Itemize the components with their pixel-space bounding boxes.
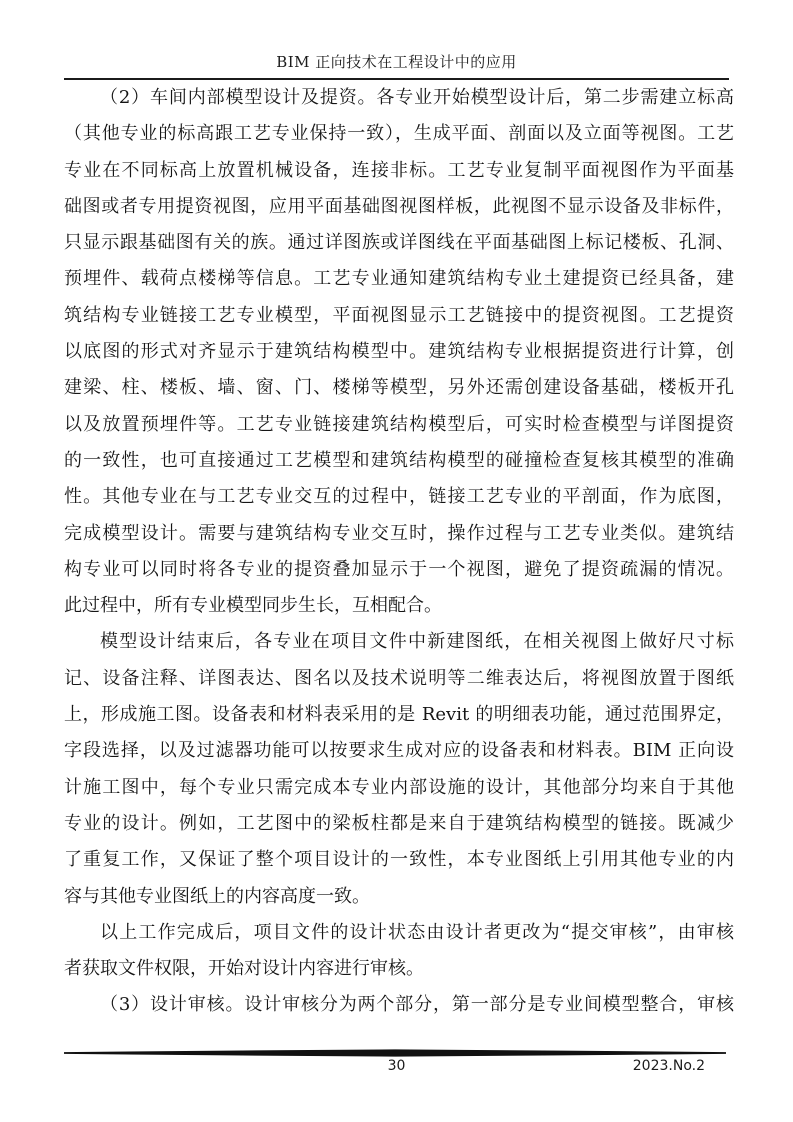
text-line: 模型设计结束后，各专业在项目文件中新建图纸，在相关视图上做好尺寸标: [100, 631, 734, 653]
text-line: （2）车间内部模型设计及提资。各专业开始模型设计后，第二步需建立标高: [100, 87, 734, 108]
text-line: （其他专业的标高跟工艺专业保持一致），生成平面、剖面以及立面等视图。工艺: [64, 123, 734, 145]
body-text: [64, 80, 734, 1024]
text-line: 只显示跟基础图有关的族。通过详图族或详图线在平面基础图上标记楼板、孔洞、: [64, 232, 734, 254]
text-line: 性。其他专业在与工艺专业交互的过程中，链接工艺专业的平剖面，作为底图，: [64, 486, 734, 508]
text-line: 记、设备注释、详图表达、图名以及技术说明等二维表达后，将视图放置于图纸: [64, 667, 734, 689]
text-line: 专业在不同标高上放置机械设备，连接非标。工艺专业复制平面视图作为平面基: [64, 159, 734, 181]
text-line: 构专业可以同时将各专业的提资叠加显示于一个视图，避免了提资疏漏的情况。: [64, 558, 734, 580]
text-line: 的一致性，也可直接通过工艺模型和建筑结构模型的碰撞检查复核其模型的准确: [64, 449, 734, 471]
text-line: 础图或者专用提资视图，应用平面基础图视图样板，此视图不显示设备及非标件，: [64, 195, 734, 217]
text-line: 上，形成施工图。设备表和材料表采用的是 Revit 的明细表功能，通过范围界定，: [64, 704, 734, 726]
text-line: 容与其他专业图纸上的内容高度一致。: [64, 885, 370, 907]
issue-number: 2023.No.2: [632, 1058, 705, 1074]
text-line: 以底图的形式对齐显示于建筑结构模型中。建筑结构专业根据提资进行计算，创: [64, 341, 734, 363]
text-line: 以上工作完成后，项目文件的设计状态由设计者更改为“提交审核”，由审核: [100, 921, 734, 943]
text-line: 了重复工作，又保证了整个项目设计的一致性，本专业图纸上引用其他专业的内: [64, 849, 734, 871]
text-line: 字段选择，以及过滤器功能可以按要求生成对应的设备表和材料表。BIM 正向设: [64, 740, 734, 762]
text-line: 预埋件、载荷点楼梯等信息。工艺专业通知建筑结构专业土建提资已经具备，建: [64, 268, 734, 290]
text-line: 筑结构专业链接工艺专业模型，平面视图显示工艺链接中的提资视图。工艺提资: [64, 304, 734, 326]
text-line: （3）设计审核。设计审核分为两个部分，第一部分是专业间模型整合，审核: [100, 994, 734, 1016]
text-line: 者获取文件权限，开始对设计内容进行审核。: [64, 958, 424, 980]
text-line: 此过程中，所有专业模型同步生长，互相配合。: [64, 595, 442, 617]
text-line: 计施工图中，每个专业只需完成本专业内部设施的设计，其他部分均来自于其他: [64, 776, 734, 798]
footer-divider-bar: [64, 1049, 726, 1057]
running-head-title: BIM 正向技术在工程设计中的应用: [276, 53, 517, 71]
text-line: 完成模型设计。需要与建筑结构专业交互时，操作过程与工艺专业类似。建筑结: [64, 522, 734, 544]
text-line: 专业的设计。例如，工艺图中的梁板柱都是来自于建筑结构模型的链接。既减少: [64, 812, 734, 834]
text-line: 以及放置预埋件等。工艺专业链接建筑结构模型后，可实时检查模型与详图提资: [64, 413, 734, 435]
page-number: 30: [387, 1058, 406, 1074]
text-line: 建梁、柱、楼板、墙、窗、门、楼梯等模型，另外还需创建设备基础，楼板开孔: [64, 377, 734, 399]
